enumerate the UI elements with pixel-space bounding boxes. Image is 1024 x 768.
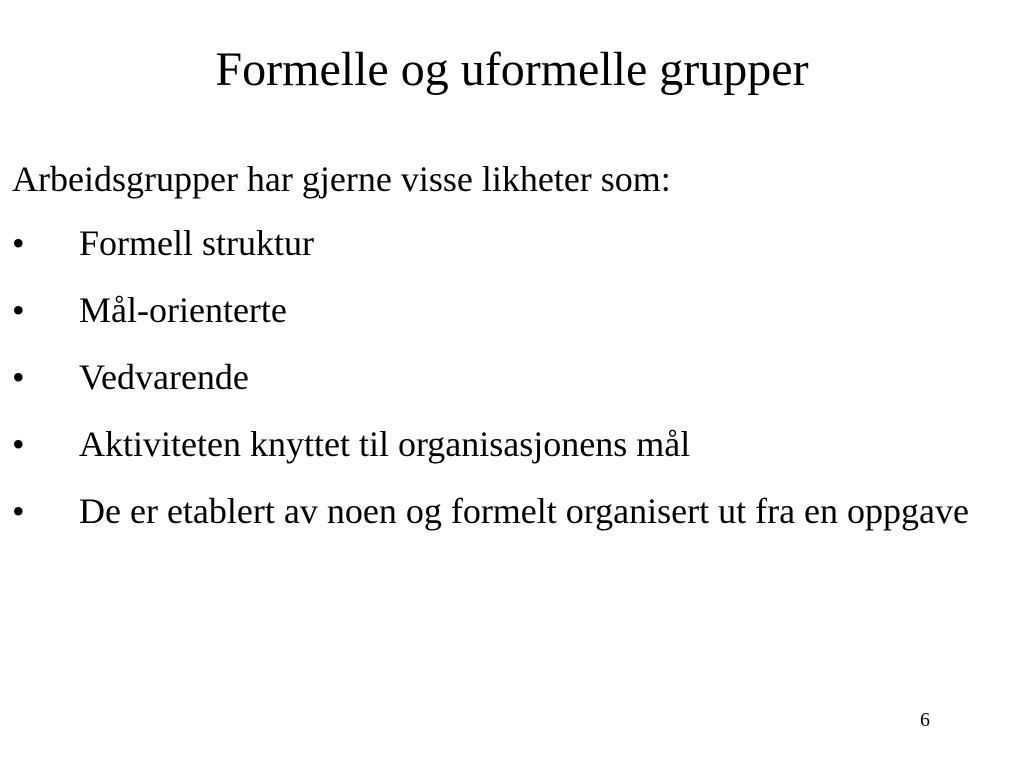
bullet-text: Formell struktur [79, 223, 314, 263]
bullet-item [12, 419, 1002, 469]
bullet-item [12, 486, 1002, 536]
bullet-item [12, 218, 1002, 268]
bullet-marker: • [12, 491, 25, 531]
bullet-marker: • [12, 424, 25, 464]
bullet-text: De er etablert av noen og formelt organisert ut fra en oppgave [79, 491, 969, 531]
bullet-text: Aktiviteten knyttet til organisasjonens mål [79, 424, 691, 464]
bullet-marker: • [12, 223, 25, 263]
intro-text: Arbeidsgrupper har gjerne visse likheter som: [12, 159, 671, 199]
bullet-list [12, 218, 1002, 553]
bullet-marker: • [12, 357, 25, 397]
bullet-item [12, 352, 1002, 402]
slide-title: Formelle og uformelle grupper [215, 43, 809, 96]
bullet-text: Mål-orienterte [79, 290, 287, 330]
page-number: 6 [920, 709, 930, 731]
bullet-text: Vedvarende [79, 357, 249, 397]
bullet-item [12, 285, 1002, 335]
bullet-marker: • [12, 290, 25, 330]
